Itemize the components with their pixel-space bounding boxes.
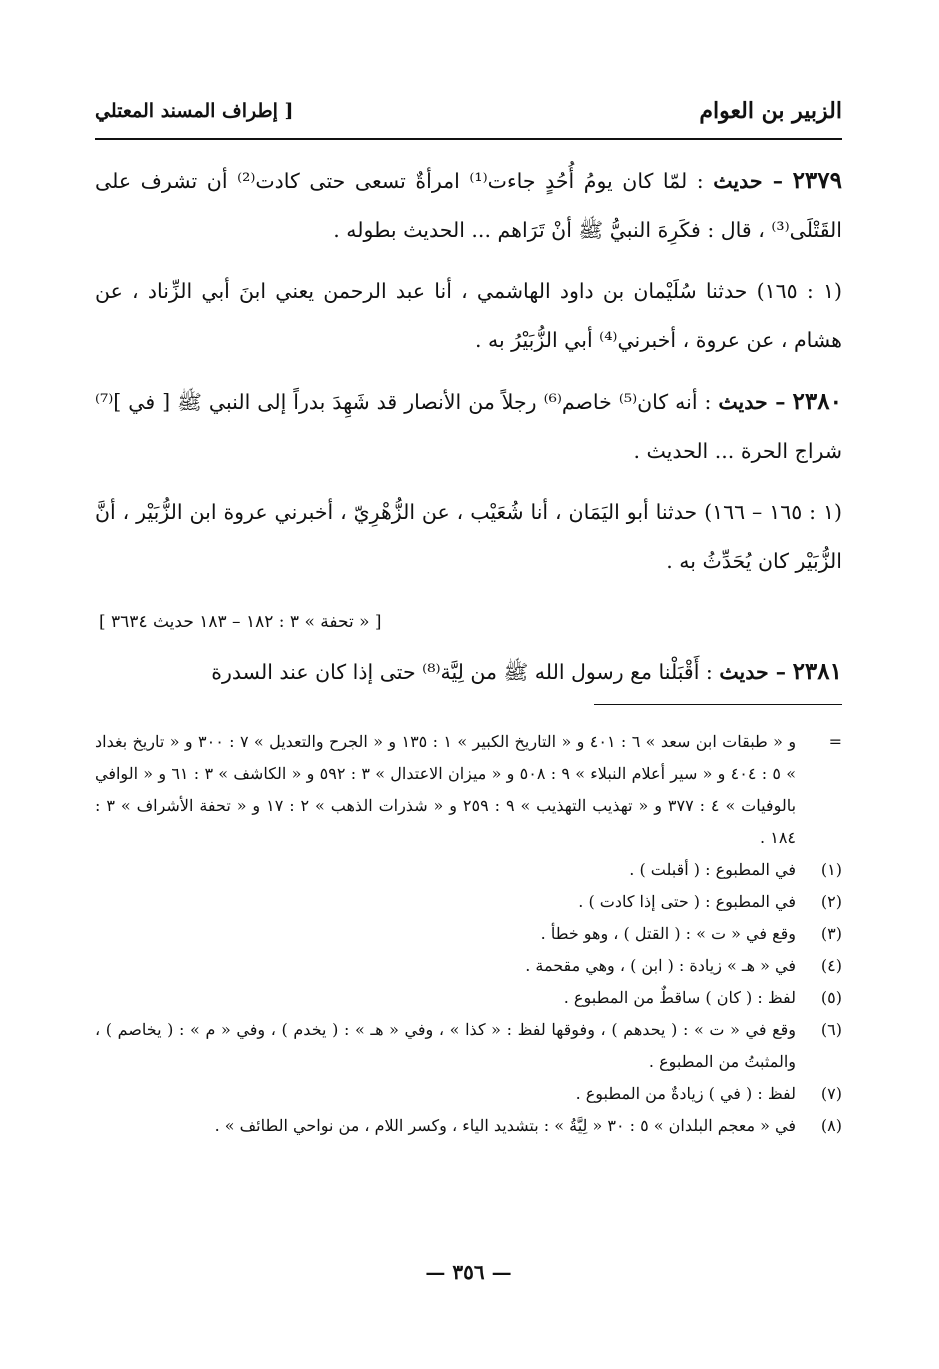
document-page (95, 92, 842, 1322)
footnote-marker: (١) (820, 860, 842, 879)
hadith-keyword: حديث (719, 660, 769, 684)
footnote (95, 982, 842, 1014)
footnote (95, 918, 842, 950)
footnote-marker: (٦) (820, 1020, 842, 1039)
footnote-text: وقع في « ت » : ( القتل ) ، وهو خطأ . (540, 924, 796, 943)
hadith-text: : أنه كان⁽⁵⁾ خاصم⁽⁶⁾ رجلاً من الأنصار قد شَهِدَ بدراً إلى النبي ﷺ [ في ]⁽⁷⁾ شراج الحرة ... الحديث . (95, 390, 842, 463)
footnote (95, 854, 842, 886)
footnote (95, 1110, 842, 1142)
hadith-keyword: حديث (718, 390, 768, 414)
footnote (95, 950, 842, 982)
hadith-text: : لمّا كان يومُ أُحُدٍ جاءت⁽¹⁾ امرأةٌ تسعى حتى كادت⁽²⁾ أن تشرف على القَتْلَى⁽³⁾ ، قال : فكَرِهَ النبيُّ ﷺ أنْ تَرَاهم ... الحديث بطوله . (95, 169, 842, 242)
isnad-paragraph (95, 267, 842, 365)
footnotes (95, 726, 842, 1142)
hadith-number: ٢٣٨١ (792, 658, 842, 685)
page-number: — ٣٥٦ — (425, 1260, 512, 1284)
isnad-text: (١ : ١٦٥ – ١٦٦) حدثنا أبو اليَمَان ، أنا شُعَيْب ، عن الزُّهْرِيّ ، أخبرني عروة ابن الزُّبَيْر ، أنَّ الزُّبَيْر كان يُحَدِّثُ به . (95, 500, 842, 573)
footnote-divider (594, 704, 842, 705)
hadith-text: : أَقْبَلْنا مع رسول الله ﷺ من لِيَّة⁽⁸⁾ حتى إذا كان عند السدرة (211, 660, 713, 684)
footnote-text: وقع في « ت » : ( يحدهم ) ، وفوقها لفظ : « كذا » ، وفي « هـ » : ( يخدم ) ، وفي « م » : ( يخاصم ) ، والمثبتُ من المطبوع . (95, 1020, 796, 1071)
footnote-marker: = (828, 732, 842, 751)
hadith-paragraph: ٢٣٧٩ – حديث : لمّا كان يومُ أُحُدٍ جاءت⁽¹⁾ امرأةٌ تسعى حتى كادت⁽²⁾ أن تشرف على القَتْلَى⁽³⁾ ، قال : فكَرِهَ النبيُّ ﷺ أنْ تَرَاهم ... الحديث بطوله . (95, 167, 842, 242)
footnote-text: لفظ : ( في ) زيادةٌ من المطبوع . (575, 1084, 796, 1103)
footnote-marker: (٥) (820, 988, 842, 1007)
hadith-number: ٢٣٨٠ (792, 388, 842, 415)
footnote (95, 1014, 842, 1078)
footnote-marker: (٣) (820, 924, 842, 943)
footnote-marker: (٨) (820, 1116, 842, 1135)
main-text (95, 156, 842, 697)
running-header (95, 92, 842, 140)
tuhfa-reference: [ « تحفة » ٣ : ١٨٢ – ١٨٣ حديث ٣٦٣٤ ] (99, 612, 382, 632)
hadith-keyword: حديث (713, 169, 763, 193)
hadith-paragraph: ٢٣٨١ – حديث : أَقْبَلْنا مع رسول الله ﷺ من لِيَّة⁽⁸⁾ حتى إذا كان عند السدرة (211, 658, 842, 685)
hadith-paragraph: ٢٣٨٠ – حديث : أنه كان⁽⁵⁾ خاصم⁽⁶⁾ رجلاً من الأنصار قد شَهِدَ بدراً إلى النبي ﷺ [ في ]⁽⁷⁾ شراج الحرة ... الحديث . (95, 388, 842, 463)
footnote-text: في المطبوع : ( حتى إذا كادت ) . (578, 892, 796, 911)
isnad-paragraph (95, 488, 842, 586)
footnote-text: و « طبقات ابن سعد » ٦ : ٤٠١ و « التاريخ الكبير » ١ : ١٣٥ و « الجرح والتعديل » ٧ : ٣٠٠ و « تاريخ بغداد » ٥ : ٤٠٤ و « سير أعلام النبلاء » ٩ : ٥٠٨ و « ميزان الاعتدال » ٣ : ٥٩٢ و « الكاشف » ٣ : ٦١ و « الوافي بالوفيات » ٤ : ٣٧٧ و « تهذيب التهذيب » ٩ : ٢٥٩ و « شذرات الذهب » ٢ : ١٧ و « تحفة الأشراف » ٣ : ١٨٤ . (95, 732, 797, 847)
hadith-number: ٢٣٧٩ (792, 167, 842, 194)
footnote-text: في « هـ » زيادة : ( ابن ) ، وهي مقحمة . (525, 956, 796, 975)
footnote-marker: (٤) (820, 956, 842, 975)
chapter-title: الزبير بن العوام (699, 98, 842, 124)
footnote (95, 1078, 842, 1110)
footnote-text: لفظ : ( كان ) ساقطٌ من المطبوع . (563, 988, 796, 1007)
footnote-marker: (٧) (820, 1084, 842, 1103)
isnad-text: (١ : ١٦٥) حدثنا سُلَيْمان بن داود الهاشمي ، أنا عبد الرحمن يعني ابنَ أبي الزِّناد ، عن هشام ، عن عروة ، أخبرني⁽⁴⁾ أبي الزُّبَيْرُ به . (95, 279, 842, 352)
footnote (95, 886, 842, 918)
book-title: [ إطراف المسند المعتلي (95, 100, 294, 122)
footnote-marker: (٢) (820, 892, 842, 911)
footnote-continuation (95, 726, 842, 854)
footnote-text: في المطبوع : ( أقبلت ) . (629, 860, 796, 879)
footnote-text: في « معجم البلدان » ٥ : ٣٠ « لِيَّةُ » : بتشديد الياء ، وكسر اللام ، من نواحي الطائف » . (214, 1116, 796, 1135)
